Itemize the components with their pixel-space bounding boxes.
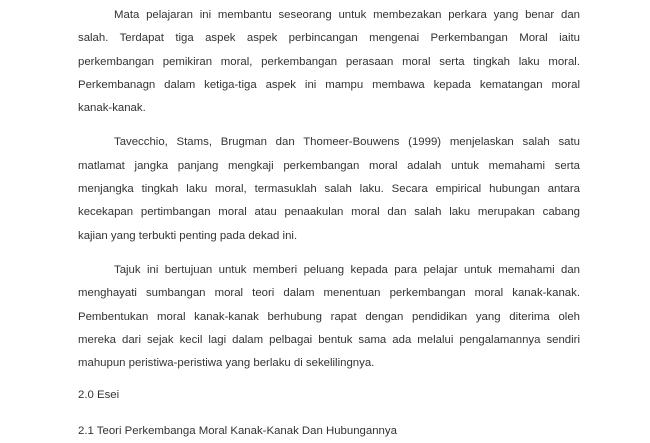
paragraph-line: salah. Terdapat tiga aspek aspek perbincangan mengenai Perkembangan Moral iaitu [78, 32, 580, 45]
paragraph-3 [78, 259, 580, 375]
subsection-heading: 2.1 Teori Perkembanga Moral Kanak-Kanak Dan Hubungannya [78, 424, 397, 437]
paragraph-line: menjangka tingkah laku moral, termasuklah salah laku. Secara empirical hubungan antara [78, 183, 580, 196]
section-heading: 2.0 Esei [78, 389, 120, 402]
document-page [78, 4, 580, 443]
paragraph-line: mahupun peristiwa-peristiwa yang berlaku di sekelilingnya. [78, 357, 375, 370]
paragraph-line: Tajuk ini bertujuan untuk memberi peluang kepada para pelajar untuk memahami dan [114, 263, 580, 276]
paragraph-1 [78, 4, 580, 120]
paragraph-line: mereka dari sejak kecil lagi dalam pelbagai bentuk sama ada melalui pengalamannya sendiri [78, 333, 580, 346]
paragraph-line: kanak-kanak. [78, 102, 146, 115]
paragraph-line: kecekapan pertimbangan moral atau penaakulan moral dan salah laku merupakan cabang [78, 206, 580, 219]
paragraph-line: matlamat jangka panjang mengkaji perkembangan moral adalah untuk memahami serta [78, 159, 580, 172]
paragraph-line: perkembangan pemikiran moral, perkembangan perasaan moral serta tingkah laku moral. [78, 55, 580, 68]
paragraph-line: Mata pelajaran ini membantu seseorang untuk membezakan perkara yang benar dan [114, 9, 580, 21]
paragraph-line: Tavecchio, Stams, Brugman dan Thomeer-Bouwens (1999) menjelaskan salah satu [114, 136, 580, 149]
paragraph-line: Perkembanagn dalam ketiga-tiga aspek ini mampu membawa kepada kematangan moral [78, 78, 580, 91]
paragraph-line: Pembentukan moral kanak-kanak berhubung rapat dengan pendidikan yang diterima oleh [78, 310, 580, 323]
paragraph-line: menghayati sumbangan moral teori dalam menentuan perkembangan moral kanak-kanak. [78, 287, 580, 300]
paragraph-line: kajian yang terbukti penting pada dekad ini. [78, 229, 298, 242]
paragraph-2 [78, 131, 580, 247]
